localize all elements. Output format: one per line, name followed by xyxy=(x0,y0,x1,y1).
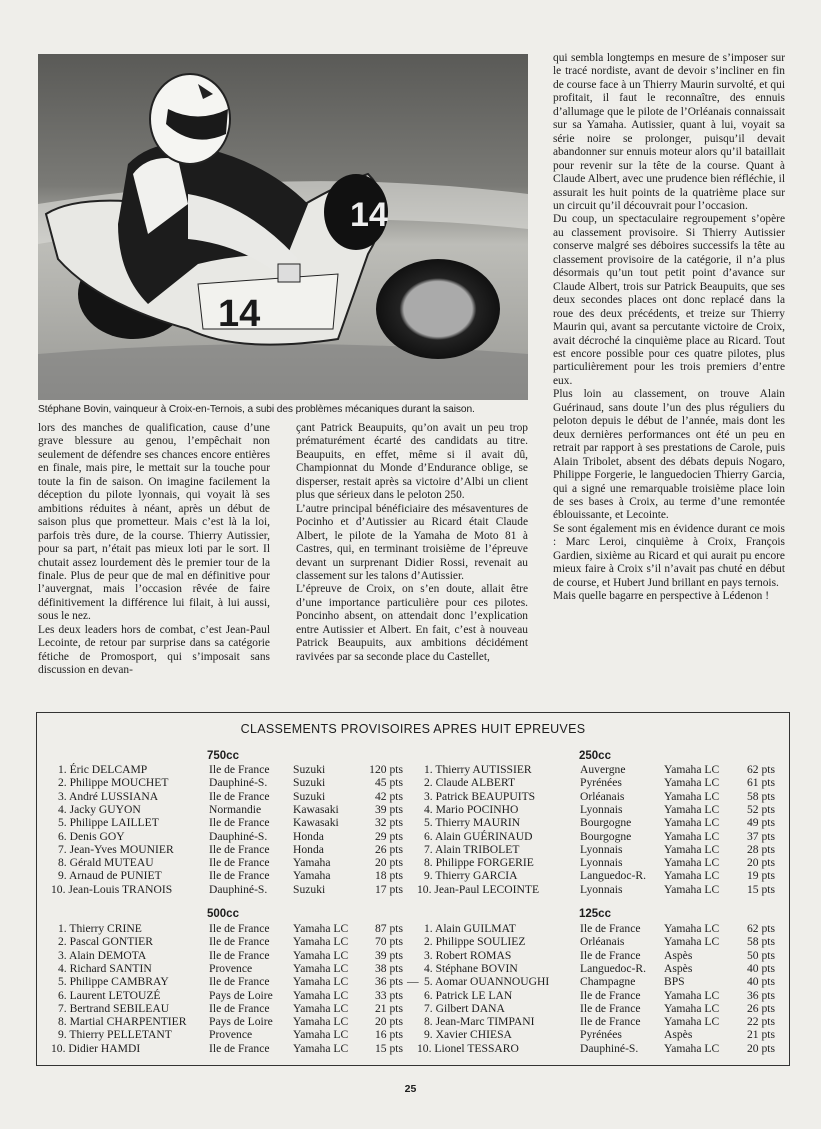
standings-row xyxy=(51,803,403,816)
machine: Yamaha LC xyxy=(664,776,720,790)
points: 52 pts xyxy=(746,802,775,816)
rider-name: 1. Éric DELCAMP xyxy=(58,763,148,776)
standings-row xyxy=(51,776,403,789)
region: Pays de Loire xyxy=(209,1015,273,1029)
machine: Kawasaki xyxy=(293,816,339,830)
standings-row xyxy=(417,975,775,988)
machine: Yamaha LC xyxy=(664,789,720,803)
rider-name: 4. Jacky GUYON xyxy=(58,802,141,816)
machine: Yamaha LC xyxy=(664,816,720,830)
points: 26 pts xyxy=(746,1001,775,1015)
region: Dauphiné-S. xyxy=(580,1041,639,1055)
rider-name: 5. Thierry MAURIN xyxy=(424,816,521,830)
machine: Yamaha LC xyxy=(664,829,720,843)
region: Orléanais xyxy=(580,789,625,803)
rider-name: 8. Jean-Marc TIMPANI xyxy=(424,1015,535,1029)
region: Bourgogne xyxy=(580,816,632,830)
region: Ile de France xyxy=(209,842,270,856)
points: 39 pts xyxy=(374,802,403,816)
machine: Kawasaki xyxy=(293,802,339,816)
machine: Yamaha LC xyxy=(664,988,720,1002)
rider-name: 9. Thierry PELLETANT xyxy=(58,1028,172,1042)
rider-name: 1. Thierry AUTISSIER xyxy=(424,763,532,776)
rider-name: 6. Laurent LETOUZÉ xyxy=(58,988,161,1002)
region: Ile de France xyxy=(209,789,270,803)
region: Pays de Loire xyxy=(209,988,273,1002)
rider-name: 10. Lionel TESSARO xyxy=(417,1041,519,1055)
paragraph: qui sembla longtemps en mesure de s’imposer sur le tracé nordiste, avant de devoir s’incliner en fin de course face à un Thierry Maurin survolté, et qui profitait, il faut le reconnaître, des ennuis d’allumage que le pilote de l’Orléanais connaissait sur sa Yamaha. Autissier, quant à lui, voyait sa série noire se prolonger, puisqu’il devait abandonner sur ennuis moteur alors qu’il bataillait pour revenir sur la tête de la course. Quant à Claude Albert, avec une prudence bien réfléchie, il assurait les huit points de la quatrième place sur un circuit qu’il découvrait pour l’occasion. xyxy=(553,52,785,212)
points: 18 pts xyxy=(374,869,403,883)
fairing-number: 14 xyxy=(218,293,261,335)
standings-row xyxy=(51,790,403,803)
region: Ile de France xyxy=(209,935,270,949)
rider-name: 9. Arnaud de PUNIET xyxy=(58,869,162,883)
racer-photo xyxy=(38,54,528,400)
points: 45 pts xyxy=(374,776,403,790)
rider-name: 8. Martial CHARPENTIER xyxy=(58,1015,187,1029)
motorcycle-racer-photo-icon xyxy=(38,54,528,400)
standings-box xyxy=(36,712,790,1066)
article-column-3 xyxy=(553,52,785,604)
points: 22 pts xyxy=(746,1015,775,1029)
points: 37 pts xyxy=(746,829,775,843)
points: 50 pts xyxy=(746,948,775,962)
points: 58 pts xyxy=(746,935,775,949)
machine: Yamaha LC xyxy=(664,763,720,776)
standings-row xyxy=(417,922,775,935)
standings-row xyxy=(51,883,403,896)
rider-name: 6. Denis GOY xyxy=(58,829,125,843)
standings-row xyxy=(417,776,775,789)
region: Pyrénées xyxy=(580,1028,622,1042)
rider-name: 7. Alain TRIBOLET xyxy=(424,842,520,856)
rider-name: 8. Gérald MUTEAU xyxy=(58,856,154,870)
machine: Yamaha LC xyxy=(664,842,720,856)
standings-row xyxy=(417,803,775,816)
standings-row xyxy=(51,763,403,776)
machine: Yamaha LC xyxy=(664,869,720,883)
paragraph: lors des manches de qualification, cause d’une grave blessure au genou, l’empêchait non seulement de défendre ses chances encore entières en finale, mais pire, le mettait sur la touche pour toute la fin de saison. On imagine facilement la déception du pilote lyonnais, qui voyait là ses ambitions réduites à néant, après un début de saison plus que prometteur. Mais c’est là la loi, parfois très dure, de la course. Thierry Autissier, pour sa part, n’était pas mieux loti par le sort. Il chutait assez lourdement dès le premier tour de la finale. Plus de peur que de mal en définitive pour l’auvergnat, mais l’occasion rêvée de faire définitivement la différence lui filait, à lui aussi, sous le nez. xyxy=(38,422,270,623)
rider-name: 2. Claude ALBERT xyxy=(424,776,516,790)
rider-name: 2. Philippe MOUCHET xyxy=(58,776,169,790)
machine: Yamaha LC xyxy=(293,1041,349,1055)
standings-row xyxy=(417,830,775,843)
machine: Yamaha LC xyxy=(664,935,720,949)
rider-name: 6. Patrick LE LAN xyxy=(424,988,513,1002)
rider-name: 3. André LUSSIANA xyxy=(58,789,159,803)
standings-row xyxy=(417,935,775,948)
standings-row xyxy=(417,949,775,962)
region: Lyonnais xyxy=(580,882,623,896)
article-column-2 xyxy=(296,422,528,664)
standings-row xyxy=(51,1028,403,1041)
points: 20 pts xyxy=(374,1015,403,1029)
standings-row xyxy=(417,869,775,882)
machine: Suzuki xyxy=(293,882,326,896)
region: Ile de France xyxy=(209,856,270,870)
rider-name: 3. Patrick BEAUPUITS xyxy=(424,789,536,803)
machine: Honda xyxy=(293,829,324,843)
article-column-1 xyxy=(38,422,270,678)
machine: Yamaha LC xyxy=(293,1028,349,1042)
region: Orléanais xyxy=(580,935,625,949)
region: Ile de France xyxy=(209,816,270,830)
points: 36 pts xyxy=(374,975,403,989)
machine: Aspès xyxy=(664,948,693,962)
region: Lyonnais xyxy=(580,856,623,870)
standings-row xyxy=(51,830,403,843)
machine: Yamaha LC xyxy=(664,856,720,870)
points: 49 pts xyxy=(746,816,775,830)
standings-row xyxy=(417,816,775,829)
points: 15 pts xyxy=(746,882,775,896)
standings-title: CLASSEMENTS PROVISOIRES APRES HUIT EPREUVES xyxy=(240,722,586,736)
rider-name: 3. Robert ROMAS xyxy=(424,948,512,962)
region: Ile de France xyxy=(209,975,270,989)
points: 32 pts xyxy=(374,816,403,830)
rider-name: 9. Xavier CHIESA xyxy=(424,1028,512,1042)
rider-name: 3. Alain DEMOTA xyxy=(58,948,147,962)
points: 28 pts xyxy=(746,842,775,856)
paragraph: Se sont également mis en évidence durant ce mois : Marc Leroi, cinquième à Croix, François Gardien, sixième au Ricard et qui aurait pu encore mieux faire à Croix s’il n’avait pas chuté en début de course, et Hubert Jund brillant en pays ternois. xyxy=(553,522,785,589)
standings-row xyxy=(51,922,403,935)
points: 36 pts xyxy=(746,988,775,1002)
region: Languedoc-R. xyxy=(580,869,646,883)
rider-name: 9. Thierry GARCIA xyxy=(424,869,518,883)
points: 17 pts xyxy=(374,882,403,896)
photo-caption: Stéphane Bovin, vainqueur à Croix-en-Ternois, a subi des problèmes mécaniques durant la saison. xyxy=(38,404,475,415)
machine: Suzuki xyxy=(293,789,326,803)
rider-name: 5. Philippe CAMBRAY xyxy=(58,975,169,989)
rider-name: 6. Alain GUÉRINAUD xyxy=(424,829,533,843)
rider-name: 4. Stéphane BOVIN xyxy=(424,961,518,975)
standings-row xyxy=(417,989,775,1002)
points: 62 pts xyxy=(746,922,775,935)
rider-name: 5. Aomar OUANNOUGHI xyxy=(424,975,550,989)
standings-row xyxy=(417,883,775,896)
region: Lyonnais xyxy=(580,842,623,856)
rider-name: 2. Philippe SOULIEZ xyxy=(424,935,526,949)
region: Ile de France xyxy=(209,1001,270,1015)
points: 33 pts xyxy=(374,988,403,1002)
points: 20 pts xyxy=(746,856,775,870)
points: 21 pts xyxy=(374,1001,403,1015)
standings-row xyxy=(51,856,403,869)
points: 87 pts xyxy=(374,922,403,935)
points: 21 pts xyxy=(746,1028,775,1042)
machine: Suzuki xyxy=(293,763,326,776)
machine: Aspès xyxy=(664,1028,693,1042)
class-label-c500: 500cc xyxy=(207,908,239,920)
paragraph: L’autre principal bénéficiaire des mésaventures de Pocinho et d’Autissier au Ricard était Claude Albert, le pilote de la Yamaha de Moto 81 à Castres, qui, en terminant troisième de l’épreuve devant un surprenant Didier Rossi, revenait au classement sur les talons d’Autissier. xyxy=(296,502,528,582)
paragraph: Mais quelle bagarre en perspective à Lédenon ! xyxy=(553,590,770,603)
standings-row xyxy=(51,1002,403,1015)
paragraph: çant Patrick Beaupuits, qu’on avait un peu trop prématurément écarté des candidats au titre. Beaupuits, en effet, même si il avait dû, Championnat du Monde d’Endurance oblige, se disperser, restait après sa victoire d’Albi un client plus que sérieux dans le peloton 250. xyxy=(296,422,528,502)
region: Ile de France xyxy=(580,922,641,935)
rider-name: 4. Mario POCINHO xyxy=(424,802,519,816)
machine: Yamaha LC xyxy=(293,948,349,962)
standings-row xyxy=(51,843,403,856)
paragraph: Plus loin au classement, on trouve Alain Guérinaud, sans doute l’un des plus réguliers du peloton depuis le début de l’année, mais dont les deux dernières performances ont été un peu en retrait par rapport à ses prestations de Carole, puis Alain Tribolet, absent des débats depuis Nogaro, Philippe Forgerie, le languedocien Thierry Garcia, qui a signé une remarquable troisième place loin de ses bases à Croix, au terme d’une remontée éblouissante, et Lecointe. xyxy=(553,388,785,522)
machine: Yamaha LC xyxy=(664,1041,720,1055)
paragraph: Les deux leaders hors de combat, c’est Jean-Paul Lecointe, de retour par surprise dans sa catégorie fétiche de Promosport, qui s’imposait sans discussion en devan- xyxy=(38,623,270,677)
region: Dauphiné-S. xyxy=(209,776,268,790)
rider-name: 8. Philippe FORGERIE xyxy=(424,856,534,870)
page-number: 25 xyxy=(404,1083,417,1095)
standings-row xyxy=(417,843,775,856)
region: Champagne xyxy=(580,975,636,989)
rider-name: 10. Jean-Paul LECOINTE xyxy=(417,882,540,896)
machine: Aspès xyxy=(664,961,693,975)
standings-row xyxy=(417,1015,775,1028)
standings-row xyxy=(51,1015,403,1028)
region: Ile de France xyxy=(209,948,270,962)
machine: Yamaha LC xyxy=(293,1015,349,1029)
region: Pyrénées xyxy=(580,776,622,790)
region: Dauphiné-S. xyxy=(209,829,268,843)
class-label-c750: 750cc xyxy=(207,750,239,762)
standings-row xyxy=(51,1042,403,1055)
standings-row xyxy=(417,790,775,803)
standings-row xyxy=(51,869,403,882)
points: 20 pts xyxy=(746,1041,775,1055)
region: Auvergne xyxy=(580,763,626,776)
rider-name: 10. Jean-Louis TRANOIS xyxy=(51,882,173,896)
standings-row xyxy=(417,1028,775,1041)
machine: Yamaha xyxy=(293,856,331,870)
rider-name: 2. Pascal GONTIER xyxy=(58,935,153,949)
points: 62 pts xyxy=(746,763,775,776)
rider-name: 7. Jean-Yves MOUNIER xyxy=(58,842,174,856)
standings-row xyxy=(51,962,403,975)
region: Bourgogne xyxy=(580,829,632,843)
standings-row xyxy=(417,763,775,776)
points: 38 pts xyxy=(374,961,403,975)
points: 70 pts xyxy=(374,935,403,949)
machine: Yamaha LC xyxy=(293,1001,349,1015)
rider-name: 4. Richard SANTIN xyxy=(58,961,152,975)
machine: Yamaha LC xyxy=(664,1015,720,1029)
class-label-c125: 125cc xyxy=(579,908,611,920)
front-number: 14 xyxy=(350,196,388,234)
class-label-c250: 250cc xyxy=(579,750,611,762)
region: Lyonnais xyxy=(580,802,623,816)
points: 19 pts xyxy=(746,869,775,883)
rider-name: 7. Gilbert DANA xyxy=(424,1001,505,1015)
points: 20 pts xyxy=(374,856,403,870)
machine: Yamaha xyxy=(293,869,331,883)
standings-row xyxy=(51,975,403,988)
paragraph: Du coup, un spectaculaire regroupement s’opère au classement provisoire. Si Thierry Autissier conserve malgré ses déboires successifs la tête au classement provisoire de la catégorie, il n’a plus désormais qu’un tout petit point d’avance sur Claude Albert, trois sur Patrick Beaupuits, que ses deux secondes places ont donc replacé dans la roue des deux précédents, et treize sur Thierry Maurin qui, avant sa percutante victoire de Croix, avait décroché la cinquième place au Ricard. Tout est encore possible pour ces quatre pilotes, plus particulièrement pour les trois premiers d’entre eux. xyxy=(553,213,785,387)
points: 120 pts xyxy=(369,763,403,776)
region: Ile de France xyxy=(209,763,270,776)
machine: Yamaha LC xyxy=(293,935,349,949)
points: 16 pts xyxy=(374,1028,403,1042)
region: Ile de France xyxy=(580,1015,641,1029)
machine: Yamaha LC xyxy=(293,975,349,989)
standings-row xyxy=(51,989,403,1002)
points: 29 pts xyxy=(374,829,403,843)
standings-row xyxy=(51,949,403,962)
region: Normandie xyxy=(209,802,262,816)
standings-row xyxy=(51,816,403,829)
region: Ile de France xyxy=(580,1001,641,1015)
region: Provence xyxy=(209,1028,253,1042)
machine: Yamaha LC xyxy=(664,922,720,935)
points: 40 pts xyxy=(746,975,775,989)
region: Ile de France xyxy=(209,869,270,883)
machine: BPS xyxy=(664,975,685,989)
region: Ile de France xyxy=(209,1041,270,1055)
points: 42 pts xyxy=(374,789,403,803)
machine: Yamaha LC xyxy=(293,922,349,935)
machine: Honda xyxy=(293,842,324,856)
rider-name: 5. Philippe LAILLET xyxy=(58,816,159,830)
rider-name: 1. Thierry CRINE xyxy=(58,922,142,935)
rider-name: 10. Didier HAMDI xyxy=(51,1041,141,1055)
region: Dauphiné-S. xyxy=(209,882,268,896)
region: Provence xyxy=(209,961,253,975)
machine: Yamaha LC xyxy=(293,961,349,975)
row-marker-dash: — xyxy=(407,975,419,989)
region: Languedoc-R. xyxy=(580,961,646,975)
points: 61 pts xyxy=(746,776,775,790)
machine: Yamaha LC xyxy=(664,802,720,816)
points: 39 pts xyxy=(374,948,403,962)
machine: Yamaha LC xyxy=(664,882,720,896)
standings-row xyxy=(417,1002,775,1015)
rider-name: 1. Alain GUILMAT xyxy=(424,922,516,935)
points: 26 pts xyxy=(374,842,403,856)
points: 58 pts xyxy=(746,789,775,803)
machine: Suzuki xyxy=(293,776,326,790)
region: Ile de France xyxy=(580,948,641,962)
standings-row xyxy=(51,935,403,948)
rider-name: 7. Bertrand SEBILEAU xyxy=(58,1001,170,1015)
standings-row xyxy=(417,856,775,869)
region: Ile de France xyxy=(209,922,270,935)
points: 40 pts xyxy=(746,961,775,975)
region: Ile de France xyxy=(580,988,641,1002)
standings-row xyxy=(417,962,775,975)
points: 15 pts xyxy=(374,1041,403,1055)
machine: Yamaha LC xyxy=(293,988,349,1002)
machine: Yamaha LC xyxy=(664,1001,720,1015)
standings-row xyxy=(417,1042,775,1055)
paragraph: L’épreuve de Croix, on s’en doute, allait être d’une importance particulière pour ces pilotes. Poncinho absent, on attendait donc l’explication entre Autissier et Albert. En fait, c’est à nouveau Patrick Beaupuits, aux ambitions décidément ravivées par sa seconde place du Castellet, xyxy=(296,583,528,663)
